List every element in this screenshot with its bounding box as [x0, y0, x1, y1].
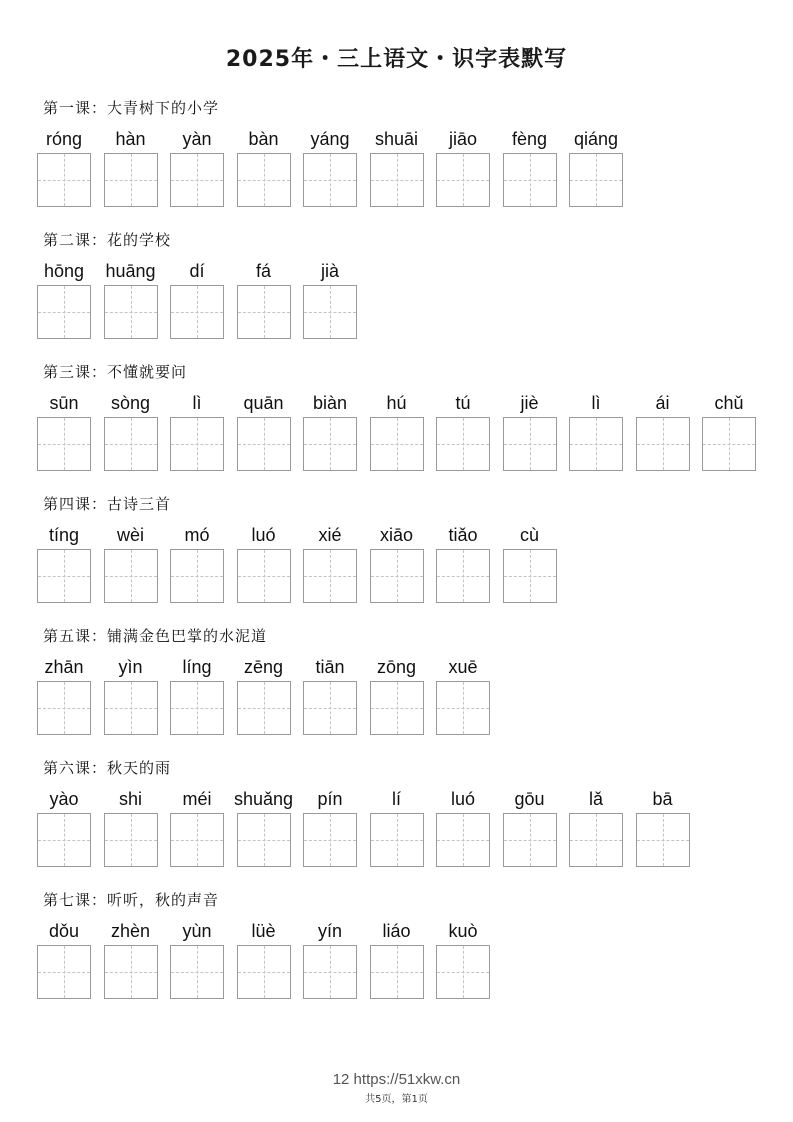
tianzige-box	[436, 153, 490, 207]
pinyin-label: hōng	[43, 261, 85, 281]
tianzige-box	[237, 417, 291, 471]
tianzige-box	[237, 681, 291, 735]
footer-url: 12 https://51xkw.cn	[332, 1071, 461, 1088]
tianzige-box	[237, 153, 291, 207]
tianzige-box	[503, 813, 557, 867]
pinyin-label: luó	[450, 789, 476, 809]
pinyin-label: hú	[386, 393, 407, 413]
tianzige-box	[170, 285, 224, 339]
pinyin-label: lí	[392, 789, 401, 809]
pinyin-label: yào	[49, 789, 79, 809]
tianzige-box	[237, 945, 291, 999]
pinyin-label: zēng	[243, 657, 284, 677]
pinyin-label: cù	[519, 525, 539, 545]
pinyin-label: tiǎo	[448, 525, 478, 545]
pinyin-label: tú	[455, 393, 471, 413]
lesson-title: 第一课：大青树下的小学	[43, 99, 220, 117]
tianzige-box	[569, 153, 623, 207]
pinyin-label: zhān	[44, 657, 84, 677]
tianzige-box	[503, 417, 557, 471]
tianzige-box	[104, 285, 158, 339]
tianzige-box	[303, 549, 357, 603]
tianzige-box	[569, 417, 623, 471]
pinyin-label: shuāi	[374, 129, 419, 149]
pinyin-label: jiāo	[448, 129, 478, 149]
tianzige-box	[436, 417, 490, 471]
pinyin-label: zōng	[376, 657, 417, 677]
pinyin-label: quān	[243, 393, 284, 413]
tianzige-box	[104, 945, 158, 999]
pinyin-label: shuǎng	[233, 789, 294, 809]
tianzige-box	[436, 945, 490, 999]
tianzige-box	[37, 549, 91, 603]
tianzige-box	[702, 417, 756, 471]
lesson-title: 第六课：秋天的雨	[43, 759, 172, 777]
tianzige-box	[436, 813, 490, 867]
pinyin-label: gōu	[514, 789, 545, 809]
pinyin-label: fèng	[511, 129, 548, 149]
lesson-title: 第二课：花的学校	[43, 231, 172, 249]
pinyin-label: biàn	[312, 393, 348, 413]
tianzige-box	[170, 153, 224, 207]
pinyin-label: jià	[320, 261, 339, 281]
pinyin-label: róng	[45, 129, 83, 149]
pinyin-label: ái	[655, 393, 670, 413]
pinyin-label: dǒu	[48, 921, 80, 941]
page-title: 2025年・三上语文・识字表默写	[225, 47, 568, 72]
pinyin-label: lì	[591, 393, 601, 413]
tianzige-box	[303, 417, 357, 471]
pinyin-label: pín	[317, 789, 343, 809]
tianzige-box	[170, 417, 224, 471]
pinyin-label: bàn	[248, 129, 279, 149]
tianzige-box	[104, 417, 158, 471]
tianzige-box	[303, 945, 357, 999]
pinyin-label: lì	[192, 393, 202, 413]
tianzige-box	[104, 813, 158, 867]
pinyin-label: xuē	[448, 657, 478, 677]
tianzige-box	[303, 681, 357, 735]
pinyin-label: tiān	[315, 657, 345, 677]
pinyin-label: jiè	[520, 393, 539, 413]
pinyin-label: kuò	[448, 921, 478, 941]
tianzige-box	[370, 549, 424, 603]
pinyin-label: huāng	[105, 261, 156, 281]
pinyin-label: mó	[184, 525, 210, 545]
pinyin-label: yùn	[182, 921, 212, 941]
tianzige-box	[370, 417, 424, 471]
tianzige-box	[370, 153, 424, 207]
pinyin-label: tíng	[48, 525, 80, 545]
tianzige-box	[170, 549, 224, 603]
tianzige-box	[237, 549, 291, 603]
lesson-title: 第四课：古诗三首	[43, 495, 172, 513]
pinyin-label: zhèn	[110, 921, 151, 941]
pinyin-label: chǔ	[714, 393, 744, 413]
page-number: 共5页，第1页	[365, 1094, 428, 1105]
tianzige-box	[170, 813, 224, 867]
tianzige-box	[303, 813, 357, 867]
tianzige-box	[503, 153, 557, 207]
pinyin-label: méi	[182, 789, 212, 809]
tianzige-box	[436, 681, 490, 735]
pinyin-label: fá	[255, 261, 271, 281]
tianzige-box	[104, 549, 158, 603]
tianzige-box	[569, 813, 623, 867]
tianzige-box	[370, 945, 424, 999]
tianzige-box	[104, 681, 158, 735]
lesson-title: 第三课：不懂就要问	[43, 363, 188, 381]
pinyin-label: yàn	[182, 129, 212, 149]
tianzige-box	[370, 681, 424, 735]
lesson-title: 第五课：铺满金色巴掌的水泥道	[43, 627, 268, 645]
pinyin-label: bā	[652, 789, 673, 809]
pinyin-label: yáng	[310, 129, 350, 149]
pinyin-label: xiāo	[379, 525, 414, 545]
pinyin-label: wèi	[116, 525, 144, 545]
lesson-title: 第七课：听听，秋的声音	[43, 891, 220, 909]
pinyin-label: luó	[251, 525, 276, 545]
tianzige-box	[636, 417, 690, 471]
pinyin-label: líng	[182, 657, 212, 677]
tianzige-box	[37, 813, 91, 867]
pinyin-label: hàn	[115, 129, 146, 149]
tianzige-box	[303, 285, 357, 339]
pinyin-label: sòng	[110, 393, 151, 413]
pinyin-label: qiáng	[573, 129, 619, 149]
tianzige-box	[503, 549, 557, 603]
tianzige-box	[170, 945, 224, 999]
tianzige-box	[170, 681, 224, 735]
tianzige-box	[37, 153, 91, 207]
tianzige-box	[303, 153, 357, 207]
pinyin-label: yìn	[118, 657, 143, 677]
tianzige-box	[37, 681, 91, 735]
tianzige-box	[636, 813, 690, 867]
tianzige-box	[37, 945, 91, 999]
tianzige-box	[237, 813, 291, 867]
pinyin-label: yín	[317, 921, 342, 941]
pinyin-label: dí	[189, 261, 205, 281]
tianzige-box	[37, 285, 91, 339]
pinyin-label: xié	[318, 525, 342, 545]
tianzige-box	[436, 549, 490, 603]
tianzige-box	[370, 813, 424, 867]
tianzige-box	[237, 285, 291, 339]
pinyin-label: liáo	[382, 921, 411, 941]
pinyin-label: lüè	[251, 921, 276, 941]
pinyin-label: shi	[118, 789, 142, 809]
tianzige-box	[37, 417, 91, 471]
pinyin-label: sūn	[49, 393, 79, 413]
pinyin-label: lǎ	[588, 789, 603, 809]
tianzige-box	[104, 153, 158, 207]
